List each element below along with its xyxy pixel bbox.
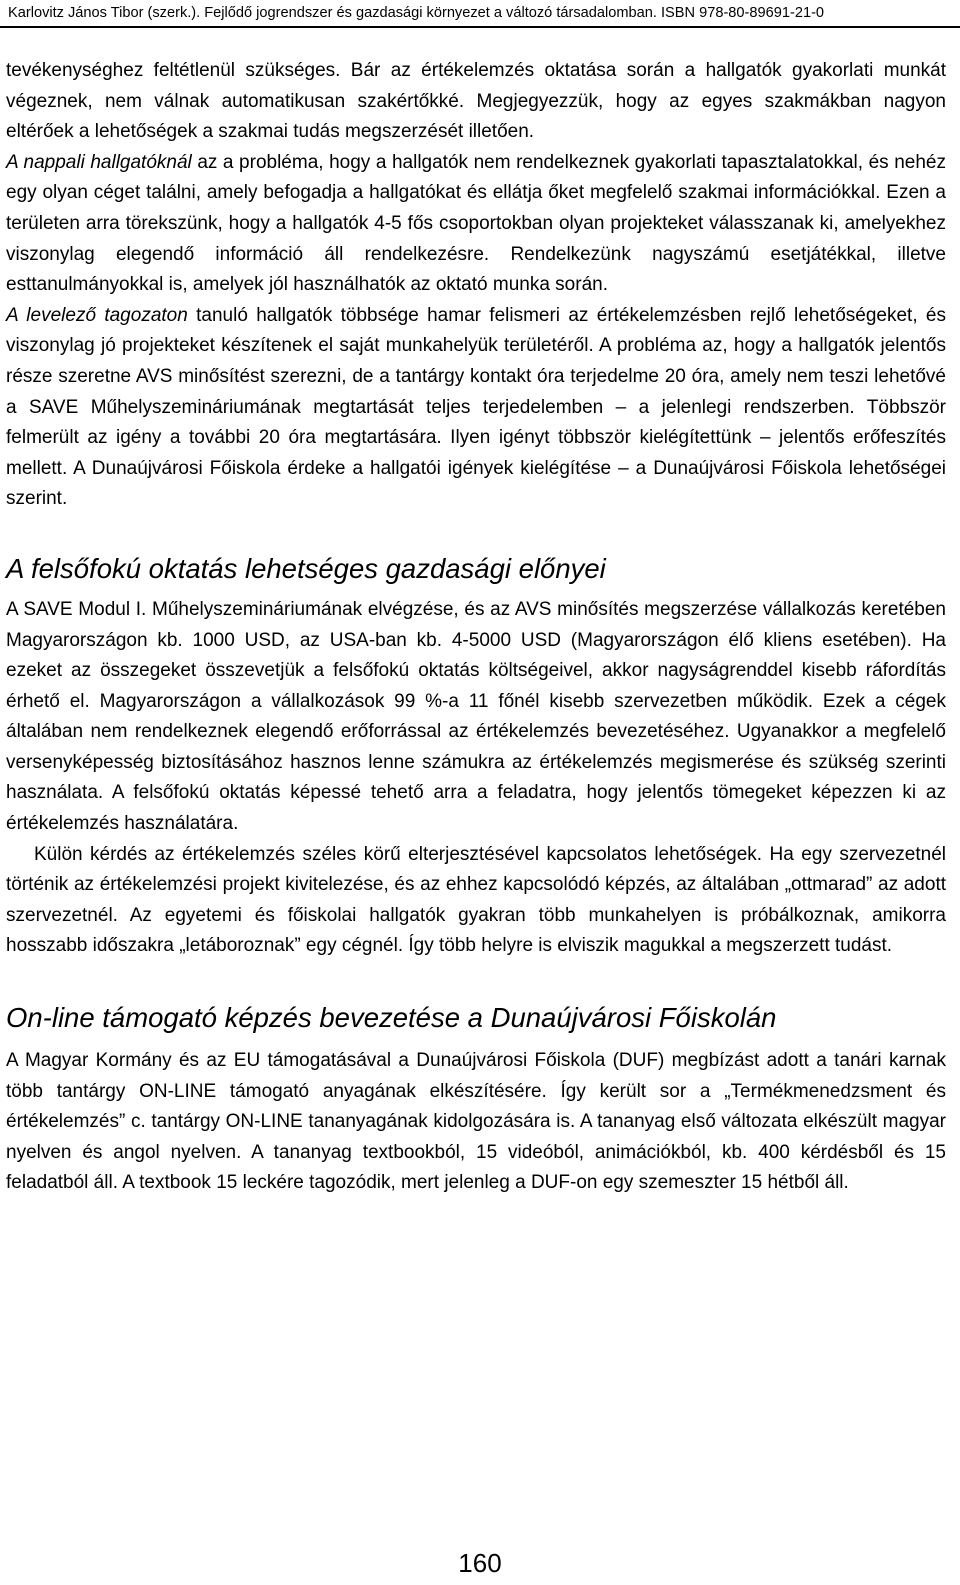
daytime-students-emphasis: A nappali hallgatóknál <box>6 151 192 173</box>
intro-paragraph-3-text: tanuló hallgatók többsége hamar felismeri az értékelemzésben rejlő lehetőségeket, és viszonylag jó projekteket készítenek el saját munkahelyük területéről. A probléma az, hogy a hallgatók jelentős része szeretne AVS minősítést szerezni, de a tantárgy kontakt óra terjedelme 20 óra, amely nem teszi lehetővé a SAVE Műhelyszemináriumának megtartását teljes terjedelemben – a jelenlegi rendszerben. Többször felmerült az igény a további 20 óra megtartására. Ilyen igényt többször kielégítettünk – jelentős erőfeszítés mellett. A Dunaújvárosi Főiskola érdeke a hallgatói igények kielégítése – a Dunaújvárosi Főiskola lehetőségei szerint. <box>6 304 946 510</box>
benefits-paragraph-1: A SAVE Modul I. Műhelyszemináriumának elvégzése, és az AVS minősítés megszerzése vállalkozás keretében Magyarországon kb. 1000 USD, az USA-ban kb. 4-5000 USD (Magyarországon élő kliens esetében). Ha ezeket az összegeket összevetjük a felsőfokú oktatás költségeivel, akkor nagyságrenddel kisebb ráfordítás érhető el. Magyarországon a vállalkozások 99 %-a 11 főnél kisebb szervezetben működik. Ezek a cégek általában nem rendelkeznek elegendő erőforrással az értékelemzés bevezetéséhez. Ugyanakkor a megfelelő versenyképesség biztosításához hasznos lenne számukra az értékelemzés megismerése és szükség szerinti használata. A felsőfokú oktatás képessé tehető arra a feladatra, hogy jelentős tömegeket képezzen ki az értékelemzés használatára. <box>6 598 946 835</box>
correspondence-students-emphasis: A levelező tagozaton <box>6 304 188 326</box>
section-heading-online-training: On-line támogató képzés bevezetése a Dunaújvárosi Főiskolán <box>6 1002 777 1034</box>
running-header: Karlovitz János Tibor (szerk.). Fejlődő jogrendszer és gazdasági környezet a változó társadalomban. ISBN 978-80-89691-21-0 <box>8 5 825 21</box>
intro-paragraph-2-text: az a probléma, hogy a hallgatók nem rendelkeznek gyakorlati tapasztalatokkal, és nehéz egy olyan céget találni, amely befogadja a hallgatókat és ellátja őket megfelelő szakmai információkkal. Ezen a területen arra törekszünk, hogy a hallgatók 4-5 fős csoportokban olyan projekteket válasszanak ki, amelyekhez viszonylag elegendő információ áll rendelkezésre. Rendelkezünk nagyszámú esetjátékkal, illetve esttanulmányokkal is, amelyek jól használhatók az oktató munka során. <box>6 151 946 296</box>
intro-paragraph-3 <box>6 301 946 515</box>
benefits-paragraph-2: Külön kérdés az értékelemzés széles körű elterjesztésével kapcsolatos lehetőségek. Ha egy szervezetnél történik az értékelemzési projekt kivitelezése, és az ehhez kapcsolódó képzés, az általában „ottmarad” az adott szervezetnél. Az egyetemi és főiskolai hallgatók gyakran több munkahelyen is próbálkoznak, amikorra hosszabb időszakra „letáboroznak” egy cégnél. Így több helyre is elviszik magukkal a megszerzett tudást. <box>6 843 946 957</box>
online-paragraph-1: A Magyar Kormány és az EU támogatásával a Dunaújvárosi Főiskola (DUF) megbízást adott a tanári karnak több tantárgy ON-LINE támogató anyagának elkészítésére. Így került sor a „Termékmenedzsment és értékelemzés” c. tantárgy ON-LINE tananyagának kidolgozására is. A tananyag első változata elkészült magyar nyelven és angol nyelven. A tananyag textbookból, 15 videóból, animációkból, kb. 400 kérdésből és 15 feladatból áll. A textbook 15 leckére tagozódik, mert jelenleg a DUF-on egy szemeszter 15 hétből áll. <box>6 1050 946 1194</box>
section-heading-economic-benefits: A felsőfokú oktatás lehetséges gazdasági előnyei <box>6 552 606 584</box>
intro-paragraph-2 <box>6 148 946 301</box>
intro-paragraph-1: tevékenységhez feltétlenül szükséges. Bár az értékelemzés oktatása során a hallgatók gyakorlati munkát végeznek, nem válnak automatikusan szakértőkké. Megjegyezzük, hogy az egyes szakmákban nagyon eltérőek a lehetőségek a szakmai tudás megszerzését illetően. <box>6 60 946 143</box>
page-body <box>6 56 946 1199</box>
header-divider <box>0 26 960 28</box>
page-number: 160 <box>458 1548 502 1578</box>
